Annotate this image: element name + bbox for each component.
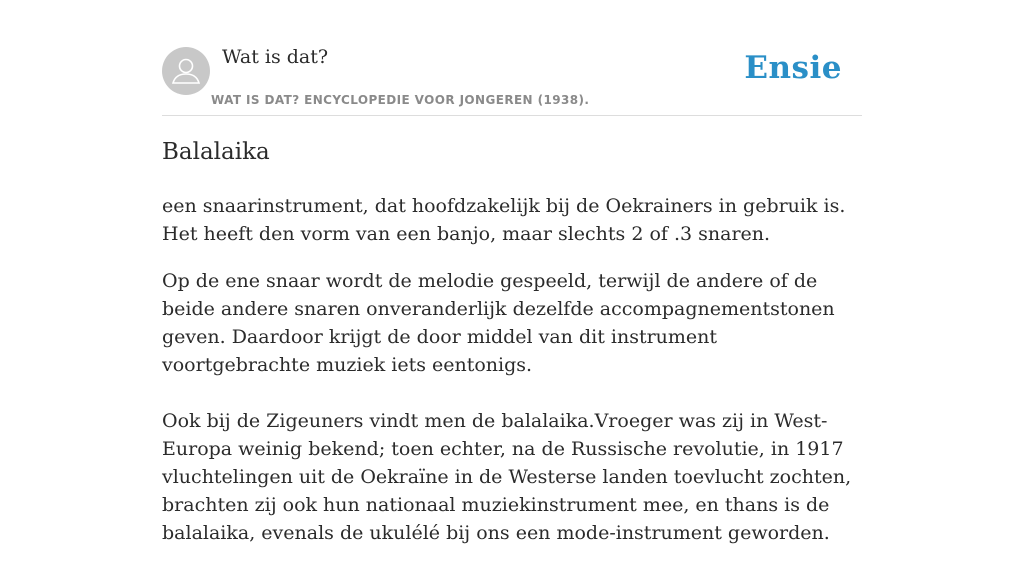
article-paragraph: een snaarinstrument, dat hoofdzakelijk bij de Oekrainers in gebruik is. Het heeft den vorm van een banjo, maar slechts 2 of .3 snaren. (162, 195, 846, 245)
ensie-logo[interactable]: Ensie (744, 50, 842, 86)
source-subtitle[interactable]: WAT IS DAT? ENCYCLOPEDIE VOOR JONGEREN (1938). (211, 93, 590, 107)
user-icon[interactable] (162, 47, 210, 95)
article-body (162, 192, 862, 566)
article-paragraph: Op de ene snaar wordt de melodie gespeeld, terwijl de andere of de beide andere snaren onveranderlijk dezelfde accompagnementstonen geven. Daardoor krijgt de door middel van dit instrument voortgebrachte muziek iets eentonigs. (162, 270, 835, 376)
page (162, 0, 862, 544)
article-paragraph: Ook bij de Zigeuners vindt men de balalaika.Vroeger was zij in West-Europa weinig bekend; toen echter, na de Russische revolutie, in 1917 vluchtelingen uit de Oekraïne in de Westerse landen toevlucht zochten, brachten zij ook hun nationaal muziekinstrument mee, en thans is de balalaika, evenals de ukulélé bij ons een mode-instrument geworden. (162, 410, 852, 544)
source-header (162, 0, 862, 116)
article-title: Balalaika (162, 139, 270, 165)
source-title[interactable]: Wat is dat? (222, 46, 329, 68)
